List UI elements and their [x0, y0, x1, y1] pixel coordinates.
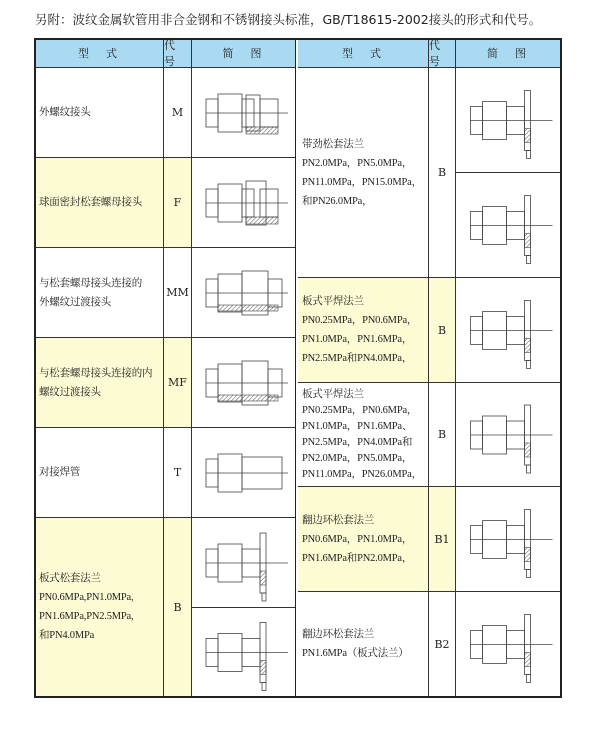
- code-text: T: [173, 466, 182, 479]
- code-text: F: [173, 196, 182, 209]
- type-text: 板式平焊法兰: [302, 296, 364, 307]
- type-text: 外螺纹过渡接头: [39, 296, 112, 308]
- hub-loose-flange-a-diagram: [456, 68, 561, 173]
- row-code-cell: [164, 68, 192, 158]
- row-type-cell: [35, 428, 164, 518]
- type-text: PN11.0MPa，PN15.0MPa，: [302, 176, 422, 188]
- code-text: B: [437, 166, 447, 179]
- row-code-cell: [164, 518, 192, 697]
- plate-loose-flange-b-diagram: [192, 608, 296, 697]
- row-type-cell: [298, 592, 429, 697]
- code-text: M: [171, 106, 184, 119]
- type-text: PN1.0MPa，PN1.6MPa，: [302, 334, 413, 345]
- type-text: PN0.25MPa，PN0.6MPa，: [302, 404, 418, 416]
- double-divider: [295, 38, 296, 698]
- header-label: 简 图: [222, 47, 265, 60]
- row-type-cell: [298, 68, 429, 278]
- code-text: MM: [166, 286, 189, 299]
- row-code-cell: [429, 592, 456, 697]
- type-text: PN2.5MPa和PN4.0MPa，: [302, 353, 413, 364]
- type-text: 球面密封松套螺母接头: [39, 197, 142, 208]
- type-text: PN0.25MPa，PN0.6MPa，: [302, 315, 418, 326]
- type-text: 翻边环松套法兰: [302, 514, 375, 526]
- row-code-cell: [429, 278, 456, 383]
- code-text: B1: [434, 532, 450, 546]
- row-type-cell: [298, 278, 429, 383]
- male-thread-fitting-diagram: [192, 68, 296, 158]
- type-text: 板式松套法兰: [39, 573, 101, 584]
- header-type-l: [35, 39, 164, 68]
- type-text: PN2.5MPa，PN4.0MPa和: [302, 436, 413, 448]
- female-adapter-diagram: [192, 338, 296, 428]
- type-text: PN1.6MPa和PN2.0MPa，: [302, 552, 413, 564]
- row-type-cell: [35, 518, 164, 697]
- butt-weld-pipe-diagram: [192, 428, 296, 518]
- type-text: PN11.0MPa，PN26.0MPa，: [302, 468, 422, 480]
- type-text: PN0.6MPa，PN1.0MPa，: [302, 533, 413, 545]
- header-code-l: [164, 39, 192, 68]
- spherical-seal-nut-fitting-diagram: [192, 158, 296, 248]
- plate-slip-on-flange-2-diagram: [456, 383, 561, 487]
- type-text: 与松套螺母接头连接的: [39, 277, 142, 289]
- hub-loose-flange-b-diagram: [456, 173, 561, 278]
- row-code-cell: [164, 248, 192, 338]
- type-text: PN2.0MPa，PN5.0MPa，: [302, 157, 413, 169]
- type-text: 外螺纹接头: [39, 107, 91, 118]
- row-code-cell: [429, 68, 456, 278]
- type-text: 对接焊管: [39, 467, 81, 478]
- type-text: 板式平焊法兰: [302, 388, 364, 400]
- plate-loose-flange-a-diagram: [192, 518, 296, 608]
- row-type-cell: [298, 383, 429, 487]
- row-type-cell: [35, 158, 164, 248]
- page-title: 另附：波纹金属软管用非合金钢和不锈钢接头标准，GB/T18615-2002接头的形式和代号。: [35, 12, 542, 27]
- type-text: 螺纹过渡接头: [39, 386, 101, 398]
- type-text: PN0.6MPa,PN1.0MPa,: [39, 592, 134, 603]
- type-text: 与松套螺母接头连接的内: [39, 367, 153, 379]
- row-type-cell: [298, 487, 429, 592]
- header-type-r: [298, 39, 429, 68]
- row-code-cell: [429, 383, 456, 487]
- type-text: 带劲松套法兰: [302, 138, 364, 150]
- code-text: MF: [168, 376, 187, 389]
- header-code-r: [429, 39, 456, 68]
- type-text: PN1.0MPa，PN1.6MPa、: [302, 420, 413, 432]
- type-text: 和PN26.0MPa，: [302, 195, 373, 207]
- code-text: B: [437, 428, 447, 441]
- header-label: 简 图: [487, 47, 529, 60]
- type-text: 翻边环松套法兰: [302, 629, 375, 640]
- lap-ring-flange-diagram: [456, 487, 561, 592]
- code-text: B: [173, 600, 182, 614]
- code-text: B: [437, 323, 447, 337]
- type-text: PN2.0MPa，PN5.0MPa，: [302, 452, 413, 464]
- header-label: 型 式: [78, 47, 120, 60]
- code-text: B2: [434, 637, 450, 651]
- row-type-cell: [35, 248, 164, 338]
- row-code-cell: [164, 428, 192, 518]
- male-adapter-diagram: [192, 248, 296, 338]
- plate-slip-on-flange-diagram: [456, 278, 561, 383]
- row-code-cell: [429, 487, 456, 592]
- lap-ring-plate-flange-diagram: [456, 592, 561, 697]
- row-type-cell: [35, 338, 164, 428]
- row-type-cell: [35, 68, 164, 158]
- header-label: 型 式: [342, 47, 384, 60]
- header-label: 代号: [429, 39, 443, 68]
- type-text: 和PN4.0MPa: [39, 630, 95, 641]
- header-label: 代号: [164, 39, 178, 68]
- header-diagram-r: [456, 39, 561, 68]
- type-text: PN1.6MPa（板式法兰）: [302, 648, 409, 659]
- header-diagram-l: [192, 39, 296, 68]
- row-code-cell: [164, 338, 192, 428]
- type-text: PN1.6MPa,PN2.5MPa,: [39, 611, 134, 622]
- row-code-cell: [164, 158, 192, 248]
